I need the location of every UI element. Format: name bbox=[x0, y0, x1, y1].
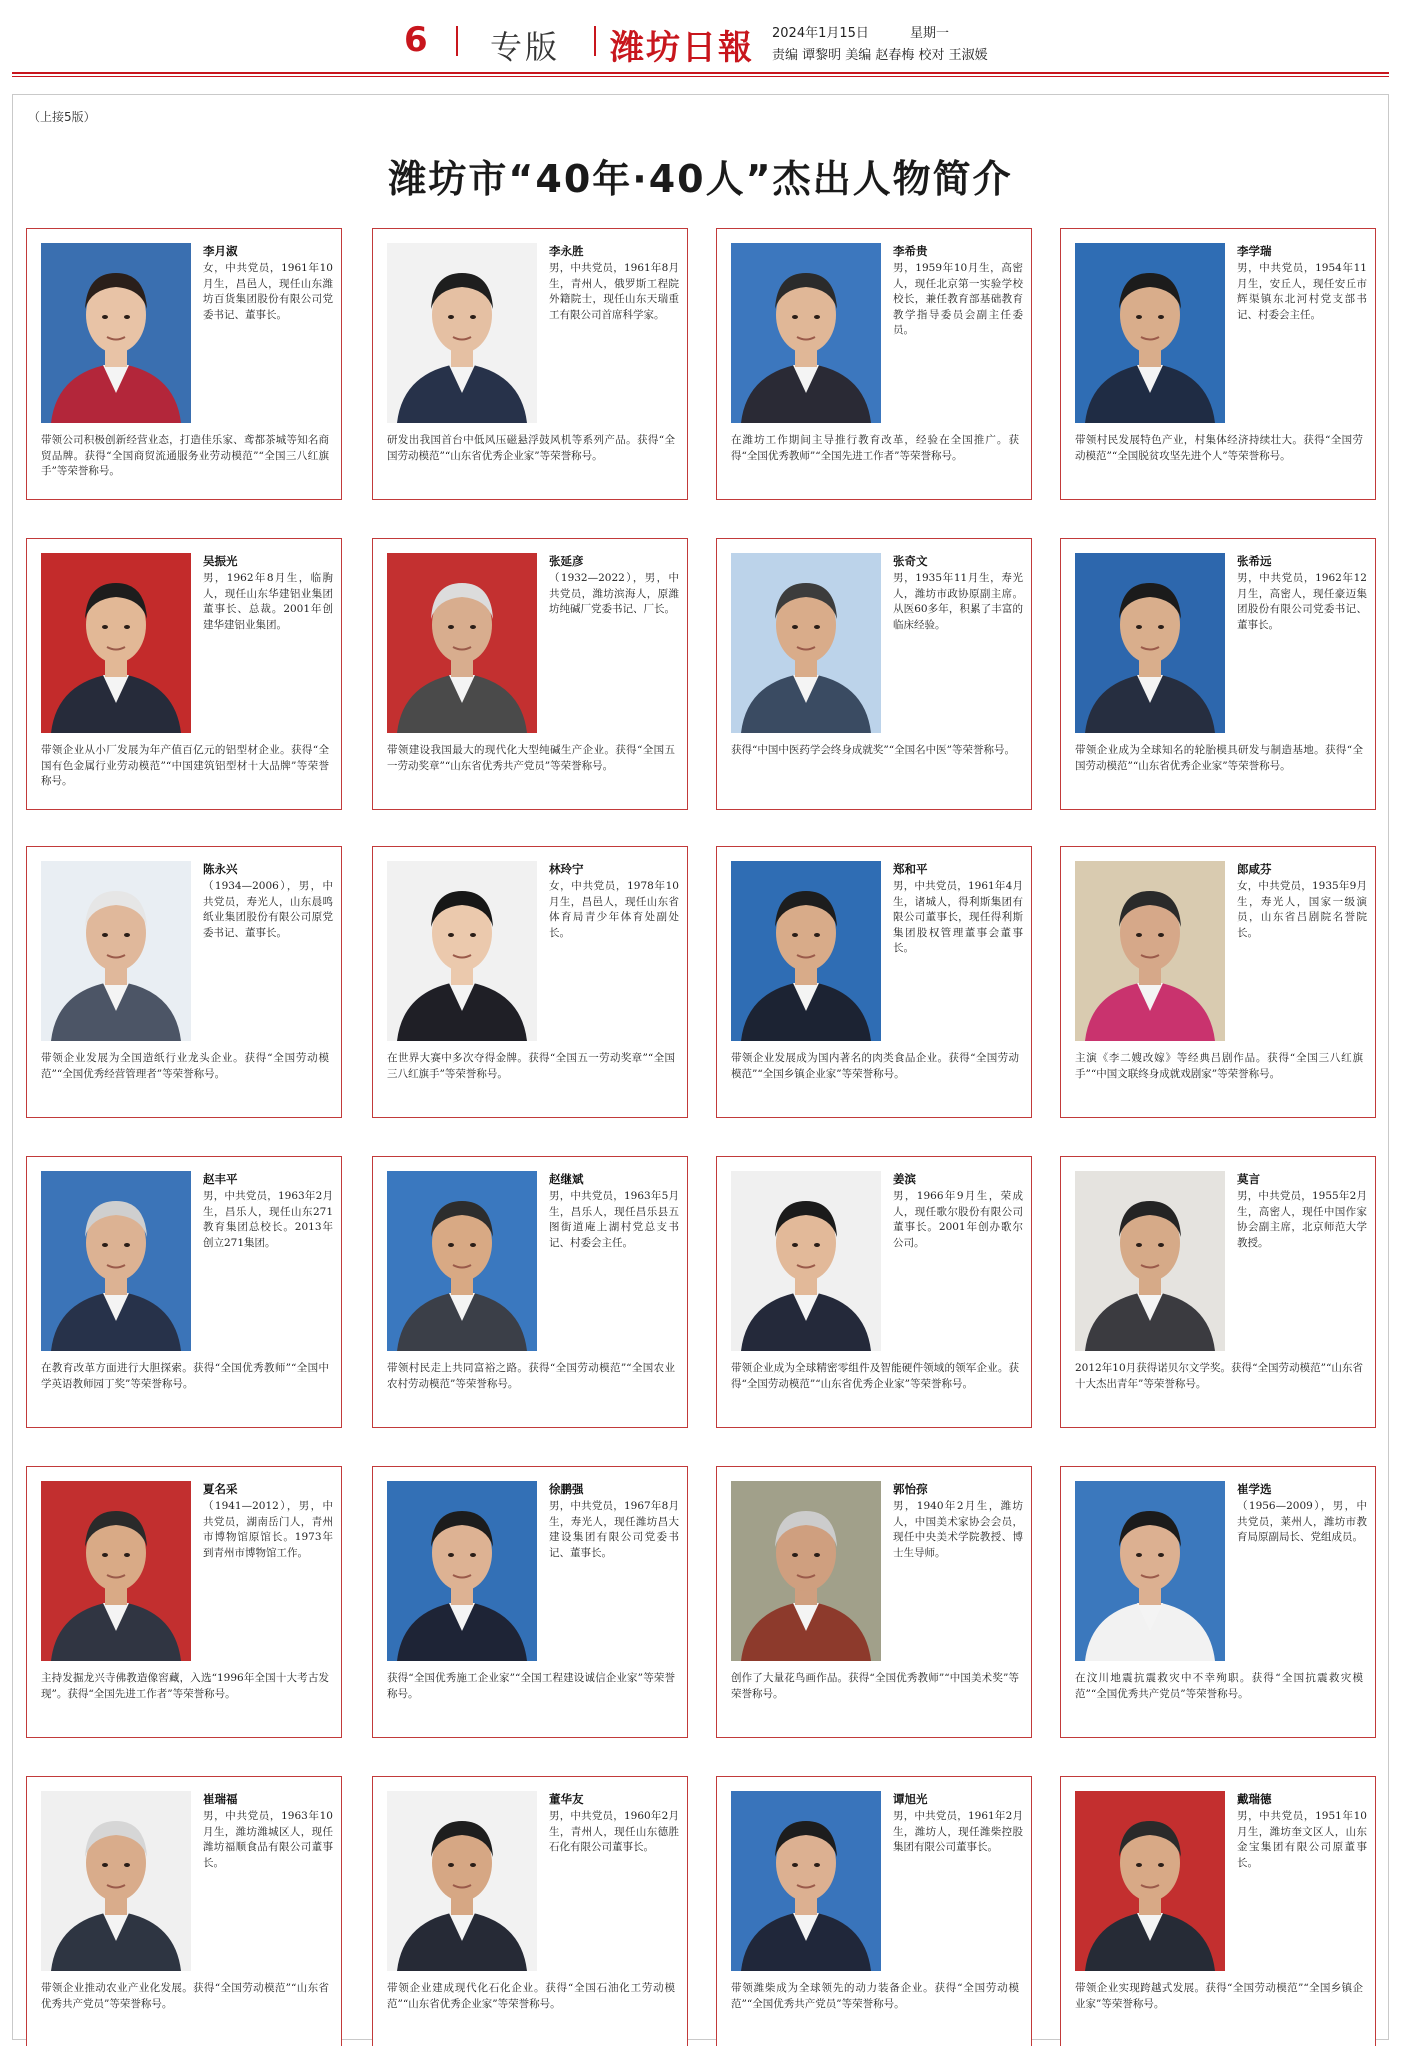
profile-card bbox=[1060, 1156, 1376, 1428]
profile-name: 李月淑 bbox=[203, 244, 238, 258]
portrait-photo bbox=[41, 1171, 191, 1351]
editor-credits: 责编 谭黎明 美编 赵春梅 校对 王淑媛 bbox=[772, 48, 988, 63]
profile-bio-continued: 获得“中国中医药学会终身成就奖”“全国名中医”等荣誉称号。 bbox=[731, 744, 1015, 756]
page-headline: 潍坊市“40年·40人”杰出人物简介 bbox=[388, 157, 1013, 201]
profile-name: 莫言 bbox=[1237, 1172, 1260, 1186]
profile-bio: 女，中共党员，1961年10月生，昌邑人，现任山东潍坊百货集团股份有限公司党委书记、董事长。 bbox=[203, 262, 333, 321]
profile-bio: （1941—2012），男，中共党员，湖南岳门人，青州市博物馆原馆长。1973年到青州市博物馆工作。 bbox=[203, 1500, 333, 1559]
profile-name: 姜滨 bbox=[893, 1172, 916, 1186]
section-name: 专版 bbox=[490, 28, 561, 66]
profile-name: 李希贵 bbox=[893, 244, 928, 258]
profile-name: 郎咸芬 bbox=[1237, 862, 1272, 876]
profile-name: 赵丰平 bbox=[203, 1172, 238, 1186]
portrait-photo bbox=[1075, 1481, 1225, 1661]
profile-card bbox=[1060, 846, 1376, 1118]
portrait-photo bbox=[387, 1481, 537, 1661]
profile-bio-continued: 获得“全国优秀施工企业家”“全国工程建设诚信企业家”等荣誉称号。 bbox=[387, 1672, 675, 1700]
profile-name: 张希远 bbox=[1237, 554, 1272, 568]
profile-card bbox=[1060, 1776, 1376, 2046]
profile-bio-continued: 主演《李二嫂改嫁》等经典吕剧作品。获得“全国三八红旗手”“中国文联终身成就戏剧家”等荣誉称号。 bbox=[1075, 1052, 1363, 1080]
portrait-photo bbox=[731, 1791, 881, 1971]
profile-bio-continued: 带领企业成为全球知名的轮胎模具研发与制造基地。获得“全国劳动模范”“山东省优秀企业家”等荣誉称号。 bbox=[1075, 744, 1363, 772]
profile-bio-continued: 主持发掘龙兴寺佛教造像窖藏，入选“1996年全国十大考古发现”。获得“全国先进工作者”等荣誉称号。 bbox=[41, 1672, 329, 1700]
profile-name: 郑和平 bbox=[893, 862, 928, 876]
portrait-photo bbox=[1075, 1171, 1225, 1351]
profile-name: 李永胜 bbox=[549, 244, 584, 258]
profile-card bbox=[26, 846, 342, 1118]
profile-card bbox=[1060, 538, 1376, 810]
profile-bio-continued: 创作了大量花鸟画作品。获得“全国优秀教师”“中国美术奖”等荣誉称号。 bbox=[731, 1672, 1019, 1700]
profile-bio: 男，1940年2月生，潍坊人，中国美术家协会会员，现任中央美术学院教授、博士生导师。 bbox=[893, 1500, 1023, 1559]
profile-bio-continued: 带领公司积极创新经营业态，打造佳乐家、鸢都茶城等知名商贸品牌。获得“全国商贸流通服务业劳动模范”“全国三八红旗手”等荣誉称号。 bbox=[41, 434, 329, 477]
profile-name: 崔瑞福 bbox=[203, 1792, 238, 1806]
profile-bio-continued: 带领企业发展成为国内著名的肉类食品企业。获得“全国劳动模范”“全国乡镇企业家”等荣誉称号。 bbox=[731, 1052, 1019, 1080]
profile-name: 谭旭光 bbox=[893, 1792, 928, 1806]
profile-bio: 男，中共党员，1954年11月生，安丘人，现任安丘市辉渠镇东北河村党支部书记、村委会主任。 bbox=[1237, 262, 1367, 321]
profile-name: 崔学选 bbox=[1237, 1482, 1272, 1496]
profile-bio: 男，中共党员，1963年5月生，昌乐人，现任昌乐县五图街道庵上湖村党总支书记、村委会主任。 bbox=[549, 1190, 679, 1249]
profile-bio-continued: 带领企业推动农业产业化发展。获得“全国劳动模范”“山东省优秀共产党员”等荣誉称号。 bbox=[41, 1982, 329, 2010]
profile-bio: 男，中共党员，1961年4月生，诸城人，得利斯集团有限公司董事长，现任得利斯集团股权管理董事会董事长。 bbox=[893, 880, 1023, 954]
profile-bio-continued: 带领村民走上共同富裕之路。获得“全国劳动模范”“全国农业农村劳动模范”等荣誉称号。 bbox=[387, 1362, 675, 1390]
profile-bio-continued: 带领潍柴成为全球领先的动力装备企业。获得“全国劳动模范”“全国优秀共产党员”等荣誉称号。 bbox=[731, 1982, 1019, 2010]
profile-name: 赵继斌 bbox=[549, 1172, 584, 1186]
portrait-photo bbox=[387, 1171, 537, 1351]
portrait-photo bbox=[731, 243, 881, 423]
profile-card bbox=[1060, 228, 1376, 500]
portrait-photo bbox=[1075, 1791, 1225, 1971]
portrait-photo bbox=[41, 861, 191, 1041]
portrait-photo bbox=[731, 553, 881, 733]
profile-name: 林玲宁 bbox=[549, 862, 584, 876]
profile-card bbox=[716, 1776, 1032, 2046]
continued-note: （上接5版） bbox=[28, 110, 96, 124]
profile-bio-continued: 带领建设我国最大的现代化大型纯碱生产企业。获得“全国五一劳动奖章”“山东省优秀共产党员”等荣誉称号。 bbox=[387, 744, 675, 772]
profile-bio-continued: 在汶川地震抗震救灾中不幸殉职。获得“全国抗震救灾模范”“全国优秀共产党员”等荣誉称号。 bbox=[1075, 1672, 1363, 1700]
profile-bio: 男，1966年9月生，荣成人，现任歌尔股份有限公司董事长。2001年创办歌尔公司。 bbox=[893, 1190, 1023, 1249]
profile-card bbox=[26, 1466, 342, 1738]
masthead bbox=[0, 0, 1401, 78]
profile-bio: 男，中共党员，1963年2月生，昌乐人，现任山东271教育集团总校长。2013年创立271集团。 bbox=[203, 1190, 333, 1249]
portrait-photo bbox=[387, 861, 537, 1041]
profile-bio: 男，中共党员，1955年2月生，高密人，现任中国作家协会副主席，北京师范大学教授。 bbox=[1237, 1190, 1367, 1249]
profile-card bbox=[716, 538, 1032, 810]
profile-name: 吴振光 bbox=[203, 554, 238, 568]
portrait-photo bbox=[41, 553, 191, 733]
profile-bio-continued: 带领村民发展特色产业，村集体经济持续壮大。获得“全国劳动模范”“全国脱贫攻坚先进个人”等荣誉称号。 bbox=[1075, 434, 1363, 462]
portrait-photo bbox=[387, 1791, 537, 1971]
profile-bio: 男，1935年11月生，寿光人，潍坊市政协原副主席。从医60多年，积累了丰富的临床经验。 bbox=[893, 572, 1023, 631]
profile-card bbox=[372, 538, 688, 810]
profile-card bbox=[372, 1466, 688, 1738]
profile-card bbox=[26, 1776, 342, 2046]
profile-bio-continued: 2012年10月获得诺贝尔文学奖。获得“全国劳动模范”“山东省十大杰出青年”等荣誉称号。 bbox=[1075, 1362, 1363, 1390]
profile-bio: 女，中共党员，1935年9月生，寿光人，国家一级演员，山东省吕剧院名誉院长。 bbox=[1237, 880, 1367, 939]
profile-bio: （1934—2006），男，中共党员，寿光人，山东晨鸣纸业集团股份有限公司原党委书记、董事长。 bbox=[203, 880, 333, 939]
profile-bio: 男，中共党员，1951年10月生，潍坊奎文区人，山东金宝集团有限公司原董事长。 bbox=[1237, 1810, 1367, 1869]
profile-name: 董华友 bbox=[549, 1792, 584, 1806]
issue-date: 2024年1月15日 bbox=[772, 26, 869, 41]
profile-name: 张延彦 bbox=[549, 554, 584, 568]
profile-bio-continued: 在教育改革方面进行大胆探索。获得“全国优秀教师”“全国中学英语教师园丁奖”等荣誉称号。 bbox=[41, 1362, 329, 1390]
masthead-rule bbox=[12, 72, 1389, 74]
profile-card bbox=[26, 228, 342, 500]
profile-card bbox=[26, 1156, 342, 1428]
profile-card bbox=[716, 228, 1032, 500]
profile-card bbox=[716, 1156, 1032, 1428]
profile-bio-continued: 研发出我国首台中低风压磁悬浮鼓风机等系列产品。获得“全国劳动模范”“山东省优秀企业家”等荣誉称号。 bbox=[387, 434, 675, 462]
profile-bio: 男，中共党员，1961年2月生，潍坊人，现任潍柴控股集团有限公司董事长。 bbox=[893, 1810, 1023, 1853]
profile-bio: 男，中共党员，1960年2月生，青州人，现任山东德胜石化有限公司董事长。 bbox=[549, 1810, 679, 1853]
profile-name: 陈永兴 bbox=[203, 862, 238, 876]
profile-name: 张奇文 bbox=[893, 554, 928, 568]
profile-name: 郭怡孮 bbox=[893, 1482, 928, 1496]
profile-card bbox=[1060, 1466, 1376, 1738]
profile-card bbox=[372, 846, 688, 1118]
profile-name: 戴瑞德 bbox=[1237, 1792, 1272, 1806]
portrait-photo bbox=[1075, 553, 1225, 733]
profile-card bbox=[372, 1156, 688, 1428]
page-number: 6 bbox=[404, 20, 428, 60]
profile-bio: 男，1962年8月生，临朐人，现任山东华建铝业集团董事长、总裁。2001年创建华建铝业集团。 bbox=[203, 572, 333, 631]
profile-bio: （1956—2009），男，中共党员，莱州人，潍坊市教育局原副局长、党组成员。 bbox=[1237, 1500, 1367, 1543]
portrait-photo bbox=[387, 243, 537, 423]
profile-bio-continued: 带领企业从小厂发展为年产值百亿元的铝型材企业。获得“全国有色金属行业劳动模范”“中国建筑铝型材十大品牌”等荣誉称号。 bbox=[41, 744, 329, 787]
profile-card bbox=[372, 1776, 688, 2046]
masthead-divider bbox=[456, 26, 458, 56]
profile-bio: 男，中共党员，1967年8月生，寿光人，现任潍坊昌大建设集团有限公司党委书记、董事长。 bbox=[549, 1500, 679, 1559]
profile-card bbox=[716, 846, 1032, 1118]
portrait-photo bbox=[731, 1481, 881, 1661]
profile-bio-continued: 带领企业实现跨越式发展。获得“全国劳动模范”“全国乡镇企业家”等荣誉称号。 bbox=[1075, 1982, 1363, 2010]
portrait-photo bbox=[41, 1791, 191, 1971]
portrait-photo bbox=[41, 243, 191, 423]
profile-bio-continued: 带领企业成为全球精密零组件及智能硬件领域的领军企业。获得“全国劳动模范”“山东省优秀企业家”等荣誉称号。 bbox=[731, 1362, 1019, 1390]
profile-name: 徐鹏强 bbox=[549, 1482, 584, 1496]
masthead-rule-thin bbox=[12, 76, 1389, 77]
masthead-divider bbox=[594, 26, 596, 56]
profile-card bbox=[372, 228, 688, 500]
profile-card bbox=[26, 538, 342, 810]
profile-bio-continued: 带领企业发展为全国造纸行业龙头企业。获得“全国劳动模范”“全国优秀经营管理者”等荣誉称号。 bbox=[41, 1052, 329, 1080]
profile-card bbox=[716, 1466, 1032, 1738]
profile-bio: （1932—2022），男，中共党员，潍坊滨海人，原潍坊纯碱厂党委书记、厂长。 bbox=[549, 572, 679, 615]
portrait-photo bbox=[731, 861, 881, 1041]
profile-name: 李学瑞 bbox=[1237, 244, 1272, 258]
portrait-photo bbox=[1075, 243, 1225, 423]
portrait-photo bbox=[1075, 861, 1225, 1041]
profile-bio: 男，1959年10月生，高密人，现任北京第一实验学校校长，兼任教育部基础教育教学指导委员会副主任委员。 bbox=[893, 262, 1023, 336]
newspaper-logo: 潍坊日報 bbox=[610, 28, 754, 68]
profile-bio-continued: 在潍坊工作期间主导推行教育改革，经验在全国推广。获得“全国优秀教师”“全国先进工作者”等荣誉称号。 bbox=[731, 434, 1019, 462]
profile-bio-continued: 带领企业建成现代化石化企业。获得“全国石油化工劳动模范”“山东省优秀企业家”等荣誉称号。 bbox=[387, 1982, 675, 2010]
portrait-photo bbox=[387, 553, 537, 733]
profile-name: 夏名采 bbox=[203, 1482, 238, 1496]
profile-bio-continued: 在世界大赛中多次夺得金牌。获得“全国五一劳动奖章”“全国三八红旗手”等荣誉称号。 bbox=[387, 1052, 675, 1080]
portrait-photo bbox=[731, 1171, 881, 1351]
profile-bio: 男，中共党员，1961年8月生，青州人，俄罗斯工程院外籍院士，现任山东天瑞重工有限公司首席科学家。 bbox=[549, 262, 679, 321]
portrait-photo bbox=[41, 1481, 191, 1661]
profile-bio: 男，中共党员，1963年10月生，潍坊潍城区人，现任潍坊福顺食品有限公司董事长。 bbox=[203, 1810, 333, 1869]
profile-bio: 男，中共党员，1962年12月生，高密人，现任豪迈集团股份有限公司党委书记、董事长。 bbox=[1237, 572, 1367, 631]
issue-weekday: 星期一 bbox=[910, 26, 950, 41]
profile-bio: 女，中共党员，1978年10月生，昌邑人，现任山东省体育局青少年体育处副处长。 bbox=[549, 880, 679, 939]
